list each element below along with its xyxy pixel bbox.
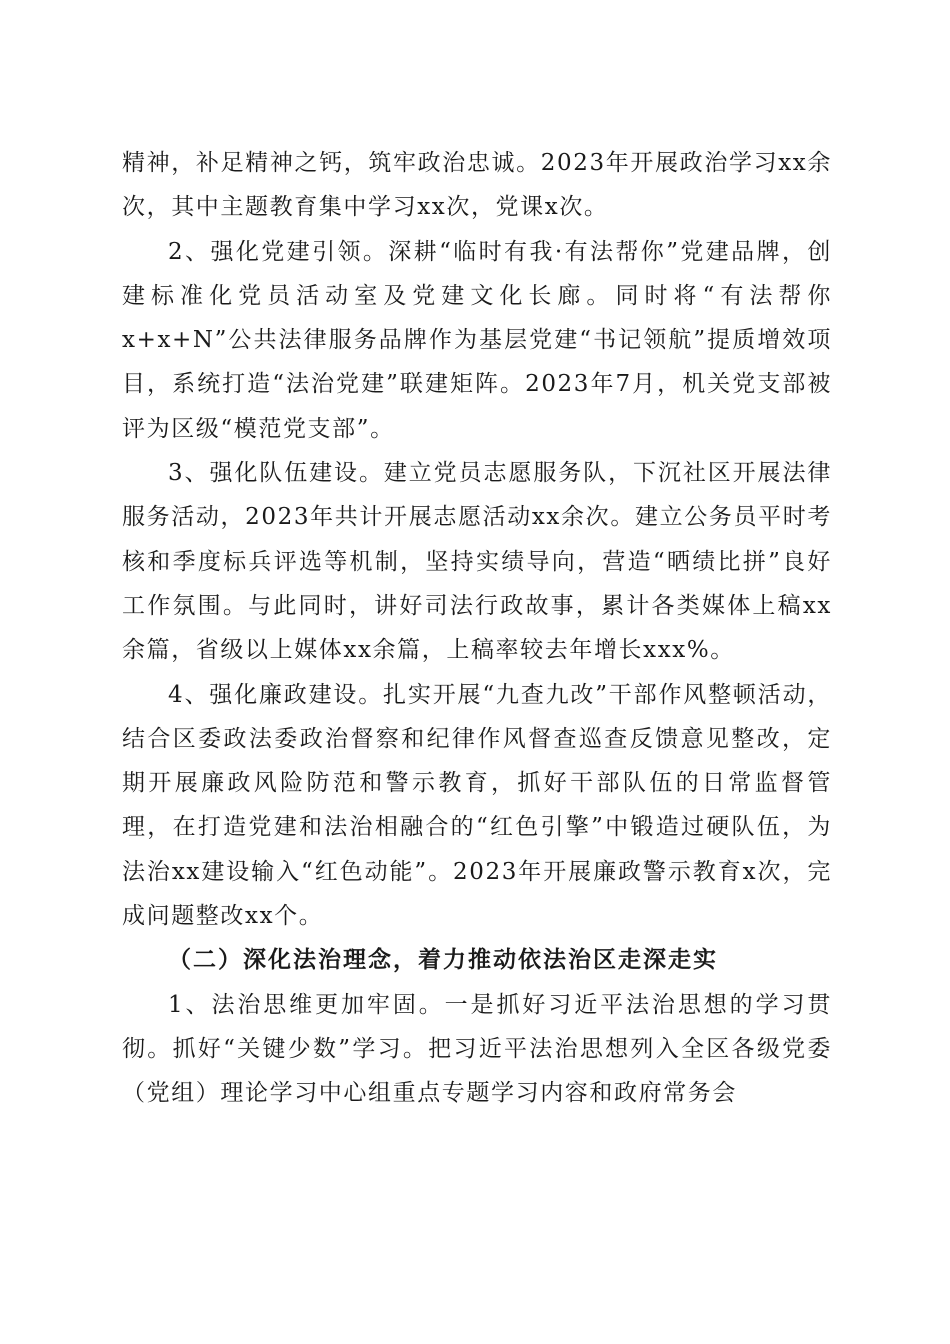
section-heading-rule-of-law: （二）深化法治理念，着力推动依法治区走深走实 <box>168 946 718 974</box>
paragraph-party-building-leadership: 2、强化党建引领。深耕“临时有我·有法帮你”党建品牌，创建标准化党员活动室及党建文化长廊。同时将“有法帮你x+x+N”公共法律服务品牌作为基层党建“书记领航”提质增效项目，系统打造“法治党建”联建矩阵。2023年7月，机关党支部被评为区级“模范党支部”。 <box>122 238 832 442</box>
paragraph-political-study-continuation: 精神，补足精神之钙，筑牢政治忠诚。2023年开展政治学习xx余次，其中主题教育集中学习xx次，党课x次。 <box>122 150 832 221</box>
paragraph-rule-of-law-thinking: 1、法治思维更加牢固。一是抓好习近平法治思想的学习贯彻。抓好“关键少数”学习。把习近平法治思想列入全区各级党委（党组）理论学习中心组重点专题学习内容和政府常务会 <box>122 991 832 1107</box>
document-body <box>122 141 832 1116</box>
paragraph-team-building: 3、强化队伍建设。建立党员志愿服务队，下沉社区开展法律服务活动，2023年共计开展志愿活动xx余次。建立公务员平时考核和季度标兵评选等机制，坚持实绩导向，营造“晒绩比拼”良好工作氛围。与此同时，讲好司法行政故事，累计各类媒体上稿xx余篇，省级以上媒体xx余篇，上稿率较去年增长xxx%。 <box>122 460 832 664</box>
paragraph-integrity-building: 4、强化廉政建设。扎实开展“九查九改”干部作风整顿活动，结合区委政法委政治督察和纪律作风督查巡查反馈意见整改，定期开展廉政风险防范和警示教育，抓好干部队伍的日常监督管理，在打造党建和法治相融合的“红色引擎”中锻造过硬队伍，为法治xx建设输入“红色动能”。2023年开展廉政警示教育x次，完成问题整改xx个。 <box>122 681 832 930</box>
